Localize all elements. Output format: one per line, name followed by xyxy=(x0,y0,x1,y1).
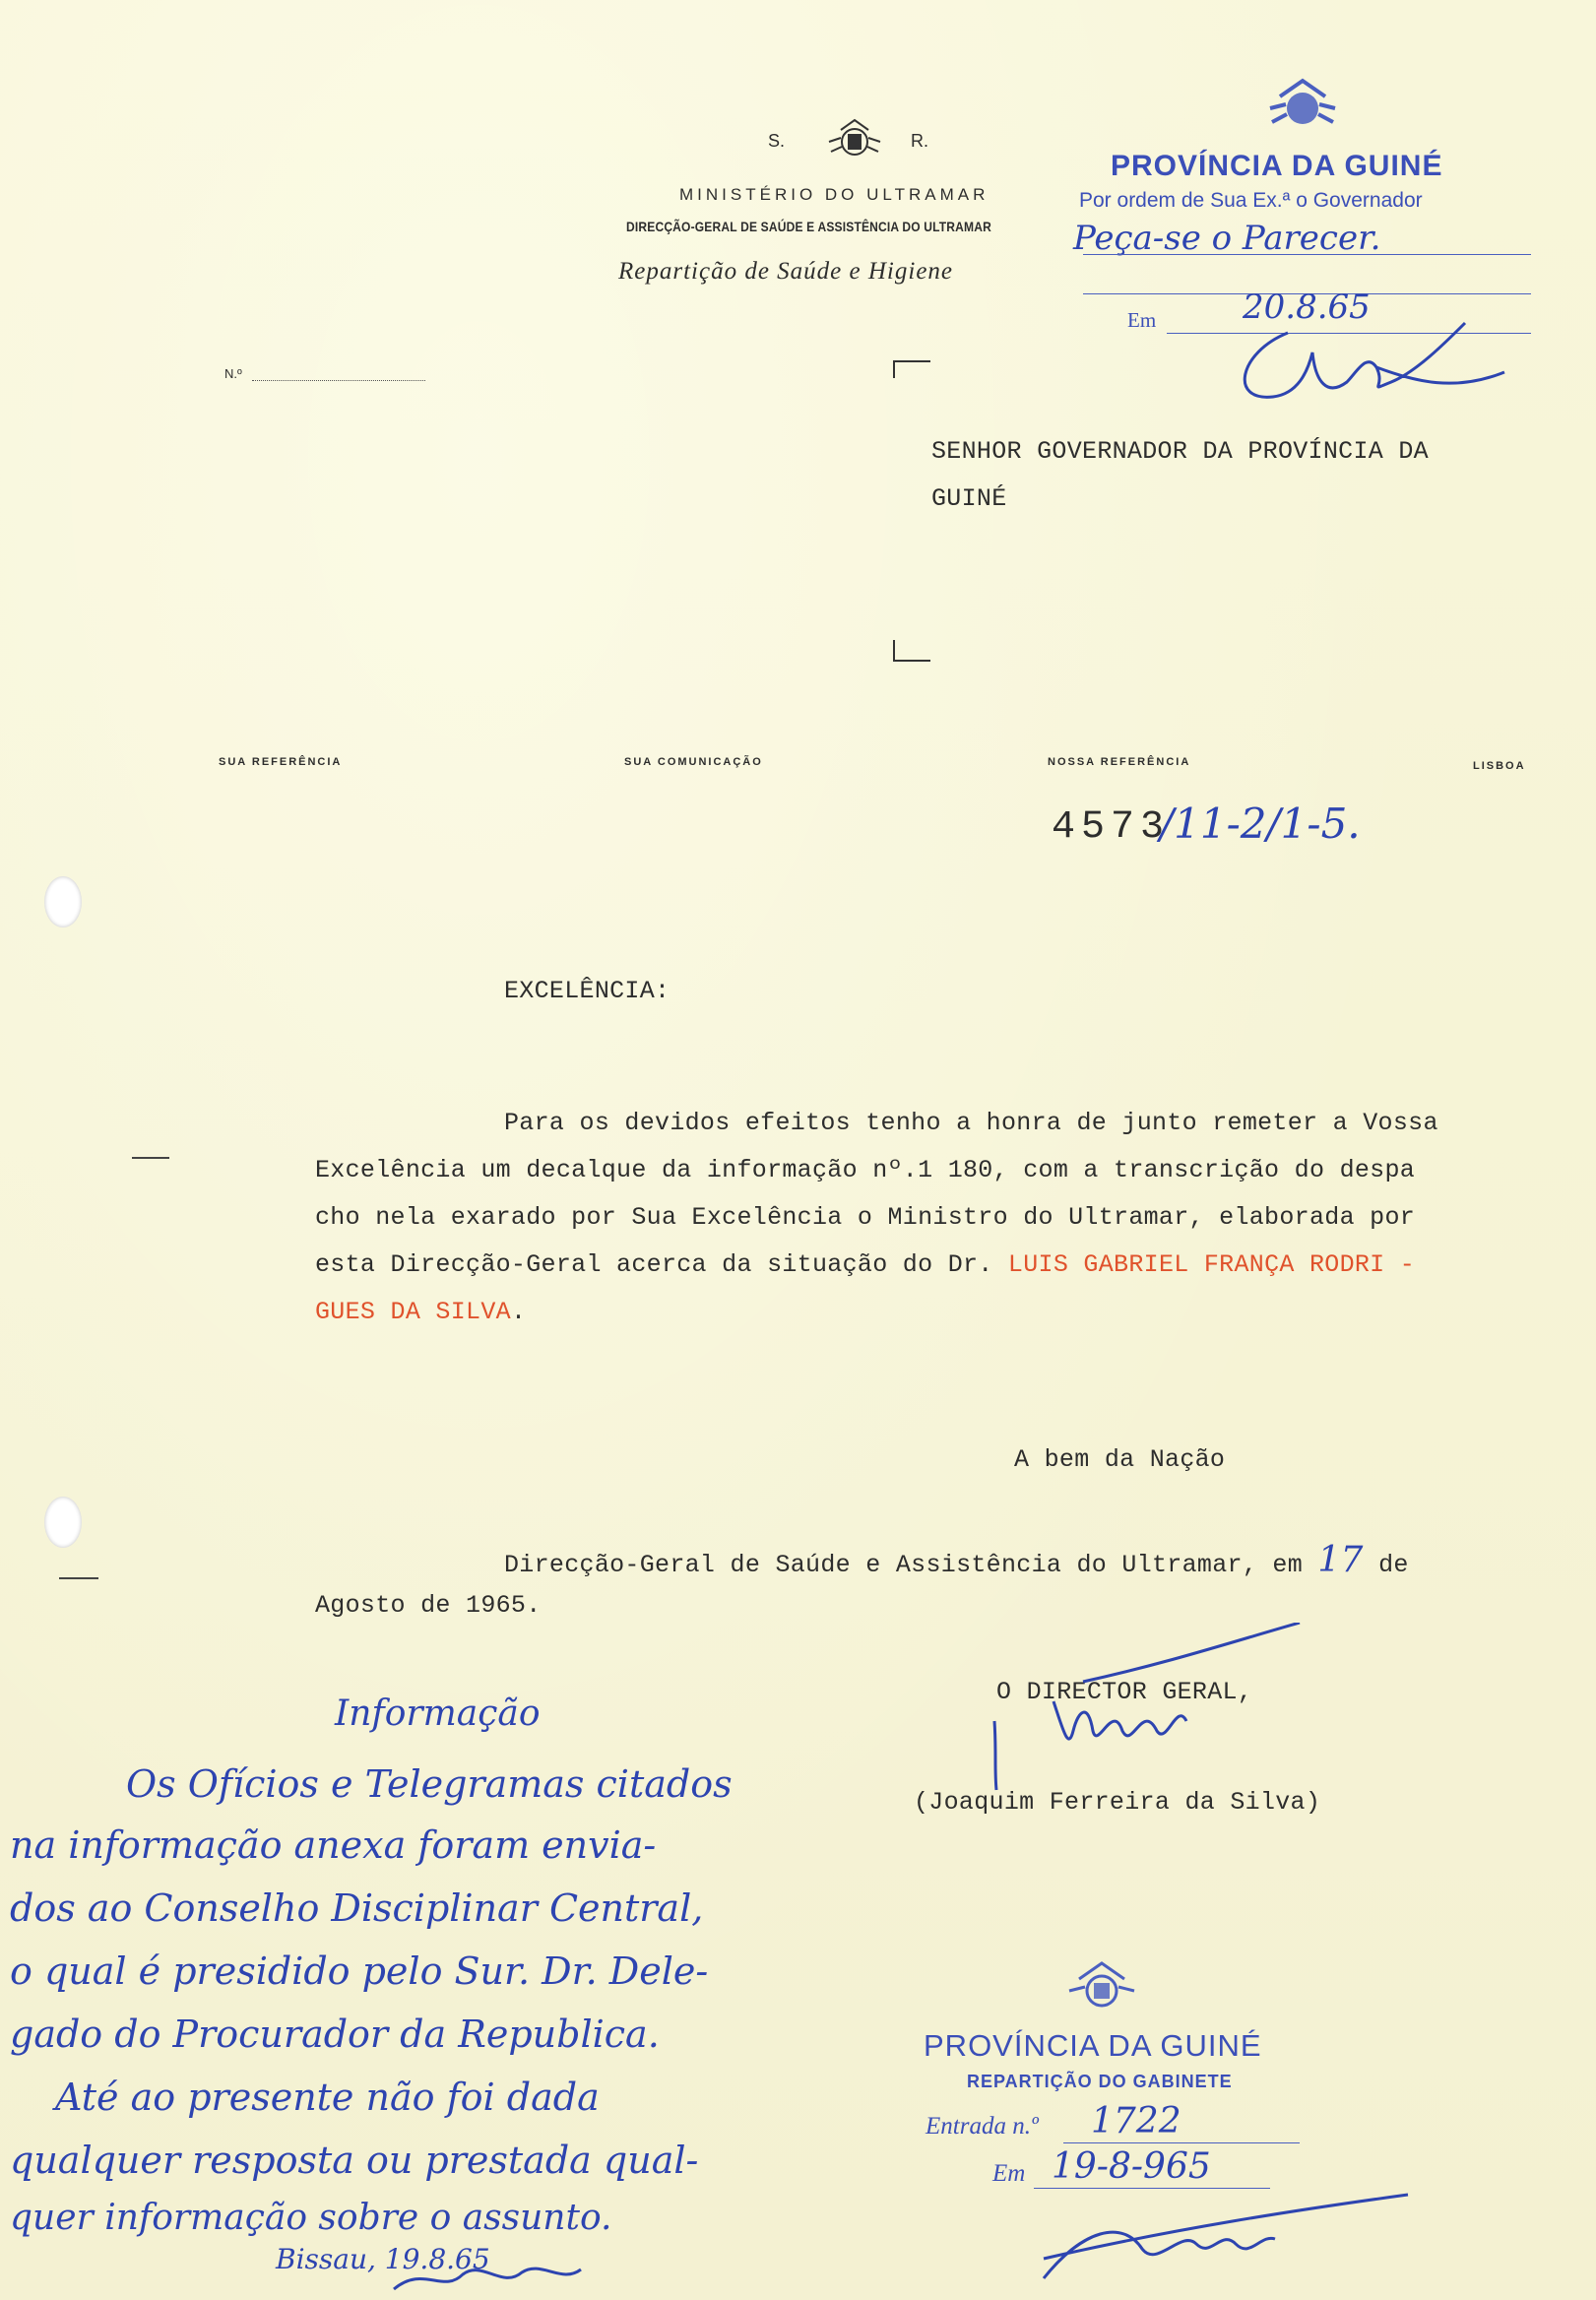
stamp-bottom-crest-icon xyxy=(1067,1959,1136,2018)
letterhead-s: S. xyxy=(768,131,786,151)
number-field-line xyxy=(252,380,425,381)
body-line-3: cho nela exarado por Sua Excelência o Ministro do Ultramar, elaborada por xyxy=(315,1203,1416,1232)
punch-hole-lower xyxy=(44,1497,82,1548)
stamp-bottom-signature-icon xyxy=(1024,2190,1418,2298)
sua-referencia-label: SUA REFERÊNCIA xyxy=(219,756,343,768)
body-line-5-period: . xyxy=(510,1298,527,1326)
subject-name-part-2: GUES DA SILVA xyxy=(315,1298,511,1326)
handnote-line-3: dos ao Conselho Disciplinar Central, xyxy=(10,1886,704,1930)
body-line-4-text: esta Direcção-Geral acerca da situação do Dr. xyxy=(315,1250,993,1279)
body-line-5 xyxy=(315,1290,526,1334)
subject-name-part-1: LUIS GABRIEL FRANÇA RODRI - xyxy=(1007,1250,1416,1279)
handnote-line-4: o qual é presidido pelo Sur. Dr. Dele- xyxy=(10,1949,709,1993)
stamp-bottom-line-2 xyxy=(1034,2188,1270,2189)
salutation: EXCELÊNCIA: xyxy=(504,977,670,1005)
nossa-referencia-label: NOSSA REFERÊNCIA xyxy=(1048,756,1191,768)
handnote-signature-icon xyxy=(384,2245,601,2298)
body-line-2: Excelência um decalque da informação nº.1 180, com a transcrição do despa xyxy=(315,1156,1416,1184)
stamp-bottom-entrada-value: 1722 xyxy=(1091,2101,1181,2141)
letterhead-r: R. xyxy=(911,131,928,151)
handnote-line-6: Até ao presente não foi dada xyxy=(55,2076,600,2119)
stamp-bottom-line-1 xyxy=(1063,2142,1300,2143)
stamp-top-order: Por ordem de Sua Ex.ª o Governador xyxy=(1079,189,1423,212)
coat-of-arms-icon xyxy=(825,116,884,165)
handnote-line-8: quer informação sobre o assunto. xyxy=(10,2198,612,2238)
stamp-top-line-1 xyxy=(1083,254,1531,255)
director-name: (Joaquim Ferreira da Silva) xyxy=(914,1788,1321,1817)
handnote-title: Informação xyxy=(335,1693,541,1734)
handnote-line-9: Bissau, 19.8.65 xyxy=(276,2243,490,2275)
stamp-bottom-title: PROVÍNCIA DA GUINÉ xyxy=(924,2028,1262,2063)
stamp-top-title: PROVÍNCIA DA GUINÉ xyxy=(1111,150,1443,182)
closing-place-line xyxy=(504,1538,1409,1587)
stamp-bottom-em-value: 19-8-965 xyxy=(1052,2146,1211,2187)
ministry-name: MINISTÉRIO DO ULTRAMAR xyxy=(679,185,990,204)
body-line-4 xyxy=(315,1243,1415,1287)
closing-day: 17 xyxy=(1317,1540,1364,1580)
handnote-line-2: na informação anexa foram envia- xyxy=(10,1823,657,1867)
body-line-1: Para os devidos efeitos tenho a honra de junto remeter a Vossa xyxy=(504,1109,1438,1137)
closing-date: Agosto de 1965. xyxy=(315,1591,542,1620)
handnote-line-5: gado do Procurador da Republica. xyxy=(10,2012,660,2056)
closing-place-text: Direcção-Geral de Saúde e Assistência do Ultramar, em xyxy=(504,1551,1304,1579)
reference-handwritten: /11-2/1-5. xyxy=(1160,799,1361,848)
stamp-crest-icon xyxy=(1268,77,1337,136)
directorate-name: DIRECÇÃO-GERAL DE SAÚDE E ASSISTÊNCIA DO ULTRAMAR xyxy=(626,219,991,234)
lisboa-label: LISBOA xyxy=(1473,760,1526,772)
closing-de: de xyxy=(1378,1551,1409,1579)
fold-mark-2 xyxy=(59,1577,98,1579)
director-signature-icon xyxy=(975,1623,1309,1800)
stamp-bottom-entrada-label: Entrada n.º xyxy=(926,2113,1039,2140)
stamp-top-date-value: 20.8.65 xyxy=(1243,288,1371,327)
address-bracket-bottom xyxy=(893,640,930,662)
closing-a-bem: A bem da Nação xyxy=(1014,1445,1226,1474)
stamp-top-handwritten: Peça-se o Parecer. xyxy=(1073,219,1381,258)
fold-mark-1 xyxy=(132,1157,169,1159)
sua-comunicacao-label: SUA COMUNICAÇÃO xyxy=(624,756,763,768)
reference-number: 4573 xyxy=(1052,805,1171,850)
addressee-line-1: SENHOR GOVERNADOR DA PROVÍNCIA DA xyxy=(931,437,1429,466)
stamp-top-signature-icon xyxy=(1219,313,1514,421)
stamp-bottom-subtitle: REPARTIÇÃO DO GABINETE xyxy=(967,2072,1233,2091)
address-bracket-top xyxy=(893,360,930,378)
stamp-bottom-em-label: Em xyxy=(992,2160,1026,2187)
stamp-top-date-label: Em xyxy=(1127,308,1157,332)
handnote-line-1: Os Ofícios e Telegramas citados xyxy=(126,1762,733,1806)
addressee-line-2: GUINÉ xyxy=(931,484,1007,513)
director-title: O DIRECTOR GERAL, xyxy=(996,1678,1253,1706)
handnote-line-7: qualquer resposta ou prestada qual- xyxy=(10,2139,699,2182)
department-name: Repartição de Saúde e Higiene xyxy=(618,258,954,285)
punch-hole-upper xyxy=(44,876,82,927)
number-label: N.º xyxy=(224,366,242,381)
